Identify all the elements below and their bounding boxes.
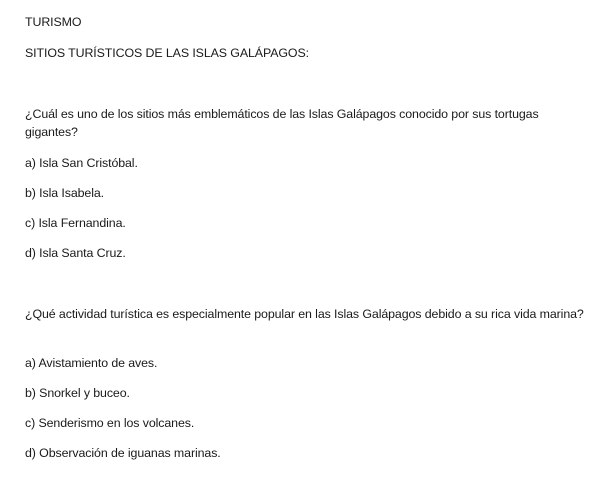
document-category: TURISMO <box>25 15 82 29</box>
question-1-option-b: b) Isla Isabela. <box>25 186 104 200</box>
question-1-option-d: d) Isla Santa Cruz. <box>25 246 126 260</box>
question-1-option-c: c) Isla Fernandina. <box>25 216 126 230</box>
question-1-prompt: ¿Cuál es uno de los sitios más emblemáticos de las Islas Galápagos conocido por sus tortugas gigantes? <box>25 107 539 139</box>
question-2-option-d: d) Observación de iguanas marinas. <box>25 446 221 460</box>
question-2-option-c: c) Senderismo en los volcanes. <box>25 416 195 430</box>
question-2-prompt: ¿Qué actividad turística es especialmente popular en las Islas Galápagos debido a su rica vida marina? <box>25 307 584 321</box>
question-1-option-a: a) Isla San Cristóbal. <box>25 156 138 170</box>
question-2-option-a: a) Avistamiento de aves. <box>25 356 158 370</box>
question-2-option-b: b) Snorkel y buceo. <box>25 386 130 400</box>
section-title: SITIOS TURÍSTICOS DE LAS ISLAS GALÁPAGOS: <box>25 46 309 60</box>
